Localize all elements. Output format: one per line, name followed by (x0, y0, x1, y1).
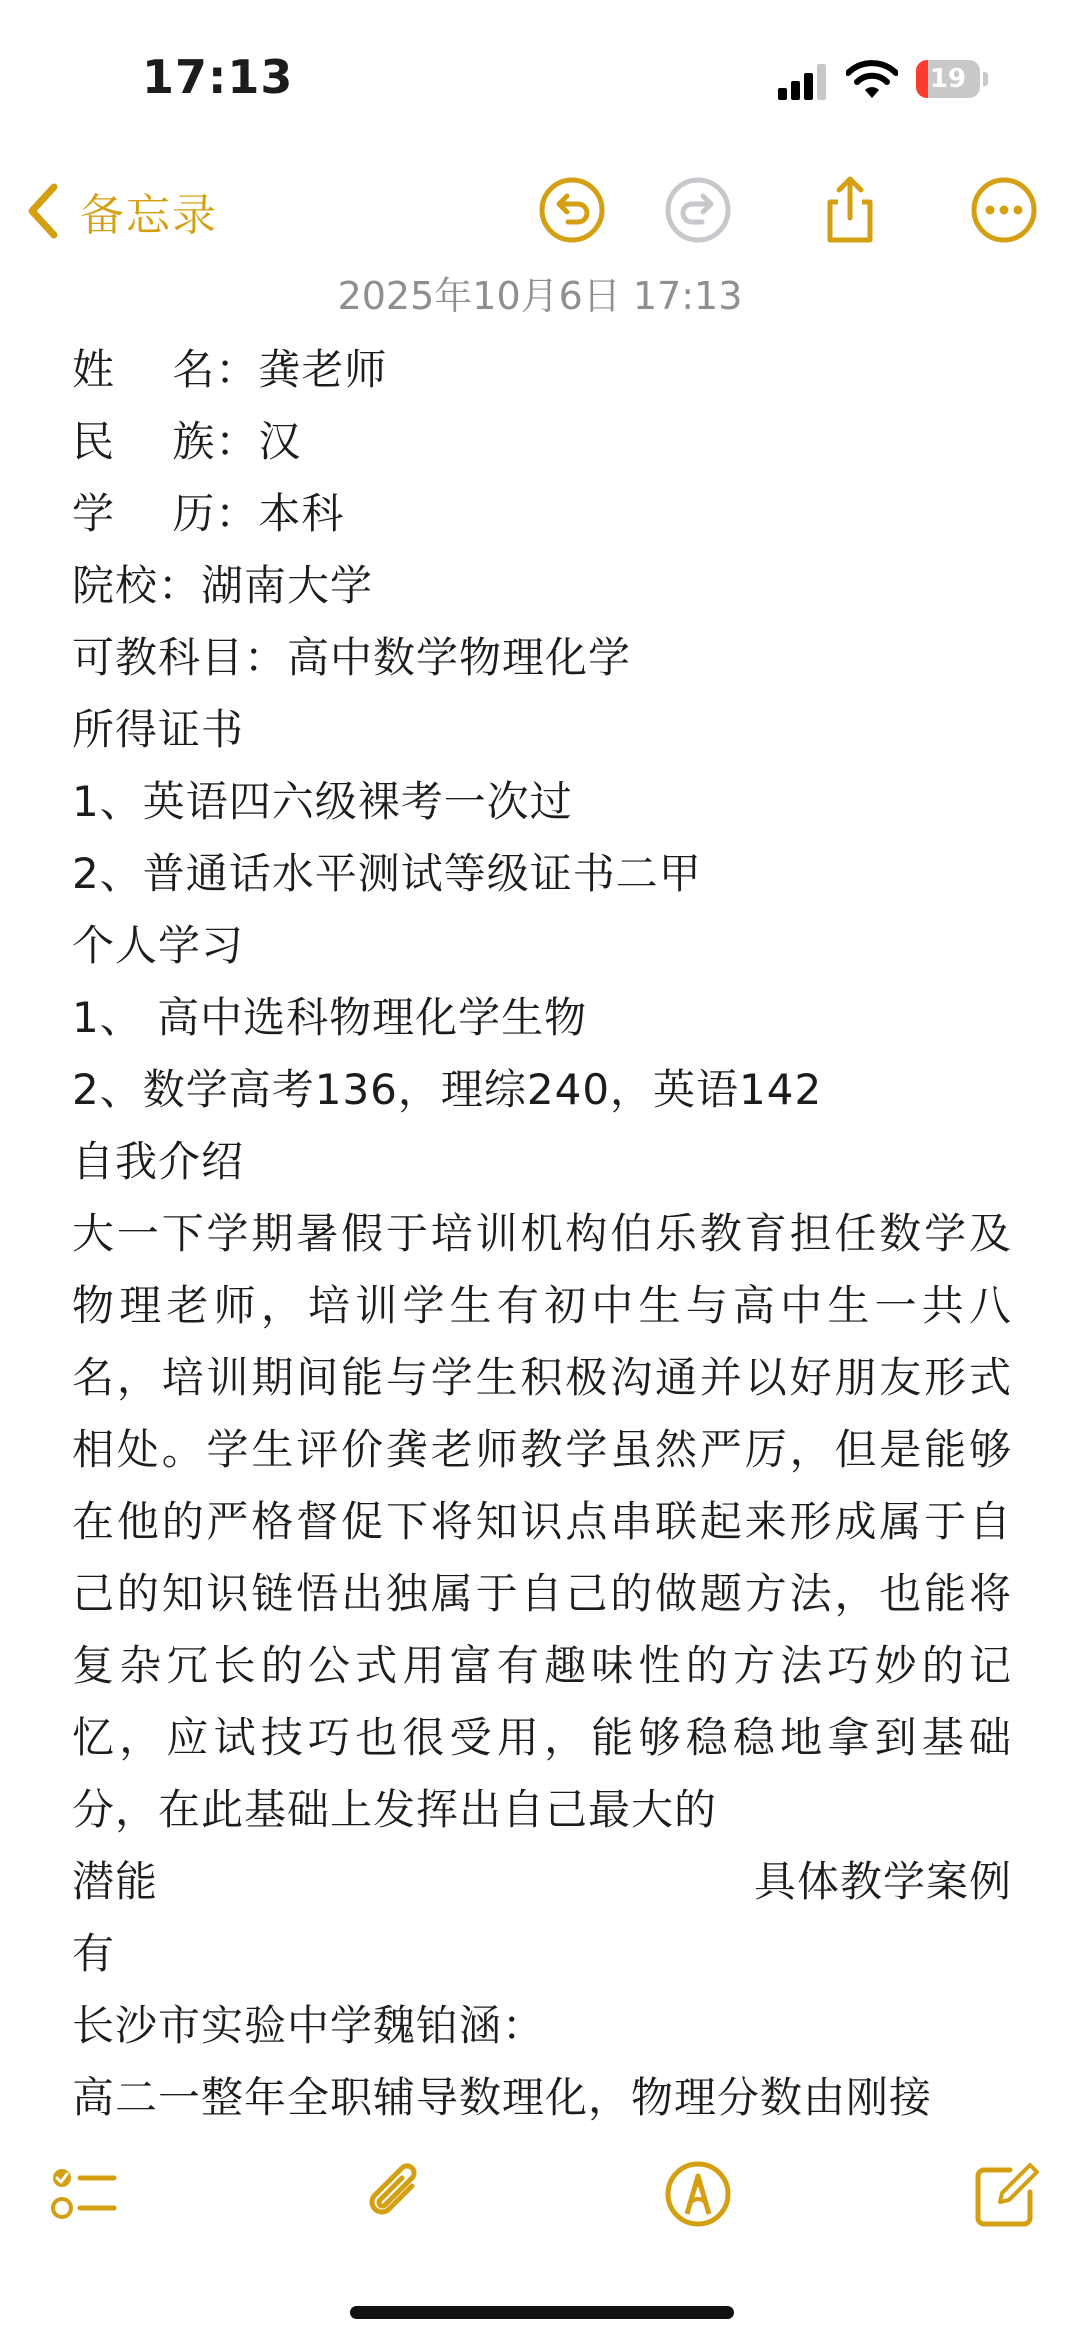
note-line: 1、 高中选科物理化学生物 (72, 993, 588, 1042)
undo-icon[interactable] (536, 174, 608, 246)
home-indicator (350, 2306, 734, 2319)
back-button[interactable] (22, 176, 218, 246)
compose-icon[interactable] (970, 2158, 1042, 2230)
wifi-icon (846, 60, 898, 100)
nav-bar (0, 160, 1080, 260)
chevron-left-icon (22, 181, 64, 241)
note-line: 1、英语四六级裸考一次过 (72, 777, 573, 826)
redo-icon[interactable] (662, 174, 734, 246)
self-intro-paragraph: 大一下学期暑假于培训机构伯乐教育担任数学及物理老师，培训学生有初中生与高中生一共八名，培训期间能与学生积极沟通并以好朋友形式相处。学生评价龚老师教学虽然严厉，但是能够在他的严格督促下将知识点串联起来形成属于自己的知识链悟出独属于自己的做题方法，也能将复杂冗长的公式用富有趣味性的方法巧妙的记忆，应试技巧也很受用，能够稳稳地拿到基础分，在此基础上发挥出自己最大的 (72, 1209, 1012, 1834)
note-row (72, 1846, 1012, 1918)
note-line: 自我介绍 (72, 1137, 245, 1186)
more-icon[interactable] (968, 174, 1040, 246)
status-time: 17:13 (142, 50, 294, 104)
note-line: 学 历：本科 (72, 489, 345, 538)
signal-icon (778, 64, 828, 100)
paperclip-icon[interactable] (360, 2158, 432, 2230)
status-bar (0, 0, 1080, 150)
note-body[interactable] (72, 334, 1012, 2134)
share-icon[interactable] (814, 174, 886, 246)
back-label: 备忘录 (80, 190, 218, 241)
note-line: 民 族：汉 (72, 417, 302, 466)
note-line: 2、数学高考136，理综240，英语142 (72, 1065, 823, 1114)
case-label: 具体教学案例 (753, 1857, 1012, 1906)
paragraph-end: 潜能 (72, 1857, 159, 1906)
note-line: 所得证书 (72, 705, 245, 754)
battery-icon (916, 60, 988, 98)
markup-pen-icon[interactable] (662, 2158, 734, 2230)
note-line: 院校：湖南大学 (72, 561, 374, 610)
note-line: 可教科目：高中数学物理化学 (72, 633, 632, 682)
case-text: 高二一整年全职辅导数理化，物理分数由刚接 (72, 2073, 933, 2122)
case-label-end: 有 (72, 1929, 116, 1978)
battery-level: 19 (929, 64, 967, 94)
note-line: 姓 名：龚老师 (72, 345, 388, 394)
checklist-icon[interactable] (48, 2158, 120, 2230)
note-line: 个人学习 (72, 921, 245, 970)
case-student: 长沙市实验中学魏铂涵： (72, 2001, 546, 2050)
note-date: 2025年10月6日 17:13 (337, 274, 743, 318)
note-line: 2、普通话水平测试等级证书二甲 (72, 849, 702, 898)
bottom-toolbar (0, 2140, 1080, 2250)
